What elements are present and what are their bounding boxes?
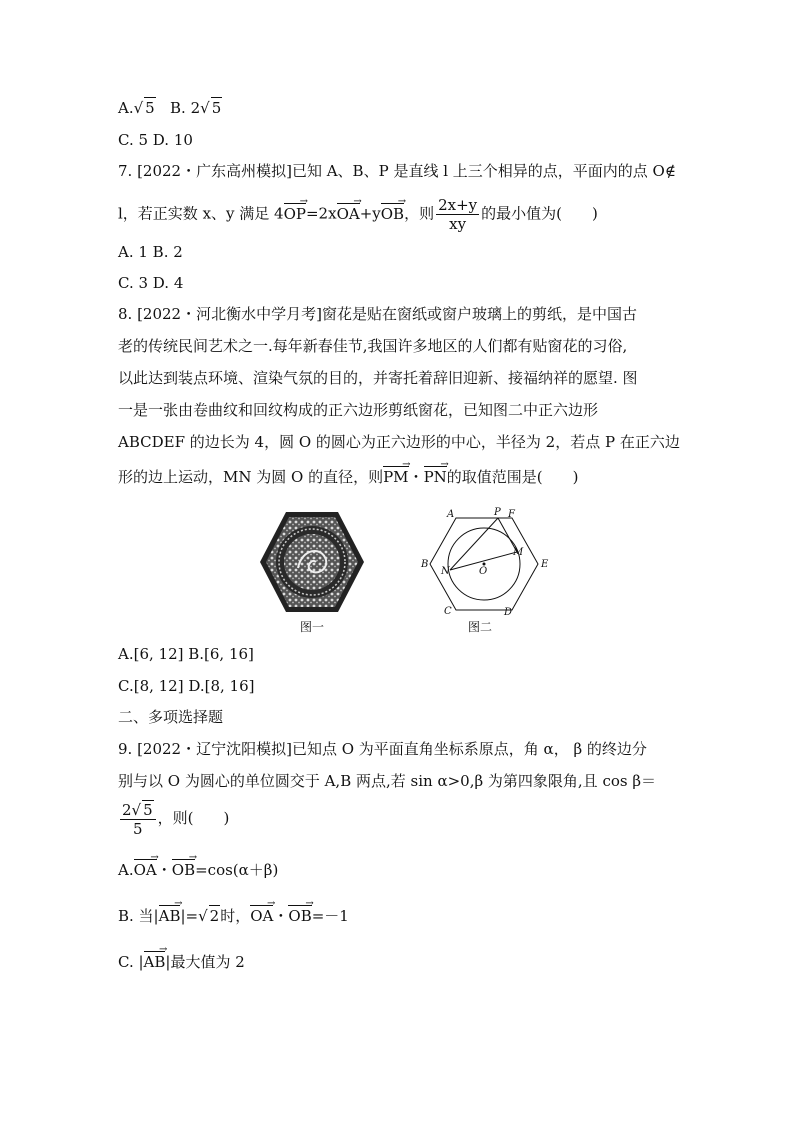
label-d: D (504, 607, 513, 618)
q8-options-row2: C.[8, 12] D.[8, 16] (118, 677, 255, 695)
q8-options-row1: A.[6, 12] B.[6, 16] (118, 645, 254, 663)
q6-options-row2: C. 5 D. 10 (118, 131, 193, 149)
label-m: M (513, 547, 524, 558)
vector-pm: PM → (383, 467, 408, 487)
q9-option-c: C. |AB →|最大值为 2 (118, 952, 245, 972)
q8-stem-line3: 以此达到装点环境、渲染气氛的目的，并寄托着辞旧迎新、接福纳祥的愿望. 图 (118, 369, 638, 387)
q6-options-row1: A.√ 5 B. 2√ 5 (118, 99, 222, 117)
vector-ob: OB → (288, 906, 311, 926)
vector-pn: PN → (424, 467, 447, 487)
vector-ab: AB → (159, 906, 181, 926)
q7-stem-line2: l，若正实数 x、y 满足 4OP →=2xOA →+yOB →，则 $\frac{2x+y}{xy}$ 的最小值为( ) (118, 196, 598, 233)
label-c: C (444, 606, 452, 617)
vector-oa: OA → (337, 204, 360, 224)
q7-fraction: $\frac{2x+y}{xy}$ (438, 196, 478, 233)
vector-ob: OB → (172, 860, 195, 880)
q7-options-row1: A. 1 B. 2 (118, 243, 183, 261)
q9-fraction: $\frac{2√ 5}{5}$ (120, 800, 156, 838)
label-o: O (479, 566, 488, 577)
figure-1-caption: 图一 (300, 620, 325, 634)
figure-1-paper-cut (258, 508, 366, 616)
figure-2-geometry (414, 504, 554, 620)
q8-stem-line2: 老的传统民间艺术之一.每年新春佳节,我国许多地区的人们都有贴窗花的习俗, (118, 337, 628, 355)
segment-pn (450, 518, 498, 570)
q7-stem-line1: 7. [2022・广东高州模拟]已知 A、B、P 是直线 l 上三个相异的点，平面内的点 O∉ (118, 162, 676, 180)
q8-stem-line5: ABCDEF 的边长为 4，圆 O 的圆心为正六边形的中心，半径为 2，若点 P 在正六边 (118, 433, 680, 451)
label-a: A (447, 509, 455, 520)
q8-stem-line6: 形的边上运动，MN 为圆 O 的直径，则PM →・PN →的取值范围是( ) (118, 467, 579, 487)
q8-stem-line1: 8. [2022・河北衡水中学月考]窗花是贴在窗纸或窗户玻璃上的剪纸，是中国古 (118, 305, 637, 323)
label-n: N (441, 566, 450, 577)
q9-stem-line1: 9. [2022・辽宁沈阳模拟]已知点 O 为平面直角坐标系原点，角 α， β 的终边分 (118, 740, 647, 758)
q9-stem-line2: 别与以 O 为圆心的单位圆交于 A,B 两点,若 sin α>0,β 为第四象限角,且 cos β＝ (118, 772, 657, 790)
vector-oa: OA → (250, 906, 273, 926)
q9-option-a: A.OA →・OB →=cos(α＋β) (118, 860, 278, 880)
vector-op: OP → (284, 204, 306, 224)
label-b: B (421, 559, 429, 570)
label-f: F (508, 509, 515, 520)
vector-ab: AB → (144, 952, 166, 972)
q9-stem-line3: $\frac{2√ 5}{5}$ ，则( ) (122, 801, 230, 838)
figure-2-caption: 图二 (468, 620, 493, 634)
q9-option-b: B. 当|AB →|=√ 2时，OA →・OB →=－1 (118, 905, 349, 926)
label-p: P (494, 507, 501, 518)
q7-options-row2: C. 3 D. 4 (118, 274, 184, 292)
section-heading-multiple-choice: 二、多项选择题 (118, 708, 224, 726)
vector-ob: OB → (381, 204, 404, 224)
vector-oa: OA → (134, 860, 157, 880)
q8-stem-line4: 一是一张由卷曲纹和回纹构成的正六边形剪纸窗花，已知图二中正六边形 (118, 401, 599, 419)
label-e: E (541, 559, 549, 570)
